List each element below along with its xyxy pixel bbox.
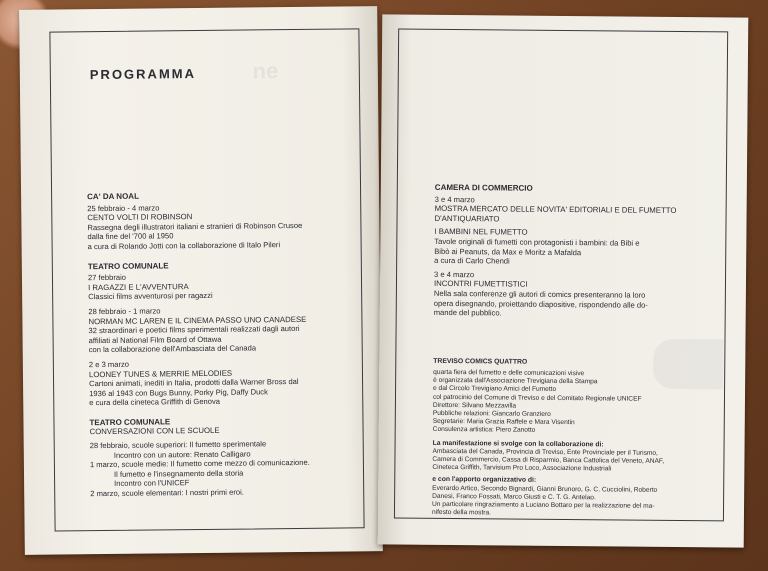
event-title: CENTO VOLTI DI ROBINSON [87,212,193,223]
event-desc: Classici films avventurosi per ragazzi [88,291,213,302]
school-line: 2 marzo, scuole elementari: I nostri primi eroi. [90,487,244,499]
event-date: 2 e 3 marzo [88,359,130,370]
event-desc: Tavole originali di fumetti con protagonisti i bambini: da Bibi e [434,236,640,248]
school-line: 28 febbraio, scuole superiori: Il fumetto sperimentale [89,439,267,451]
school-line: Incontro con un autore: Renato Calligaro [113,449,251,460]
event-date: 25 febbraio - 4 marzo [87,203,160,213]
right-program-content [432,183,721,520]
event-date: 27 febbraio [87,272,127,283]
event-date: 28 febbraio - 1 marzo [88,306,161,317]
support-line: Everardo Artico, Secondo Bignardi, Gianni Brunoro, G. C. Cucciolini, Roberto [432,484,658,494]
credits-line: e dal Circolo Trevigiano Amici del Fumetto [433,385,557,394]
event-desc: 32 straordinari e poetici films sperimentali realizzati dagli autori [88,324,300,336]
venue-heading: CAMERA DI COMMERCIO [434,182,533,193]
event-desc: Cartoni animati, inediti in Italia, prodotti dalla Warner Bross dal [89,377,299,389]
collab-line: Cineteca Griffith, Tarvisium Pro Loco, Associazione Industriali [432,464,612,473]
credits-line: è organizzata dall'Associazione Trevigiana della Stampa [433,376,598,386]
credits-line: Consulenza artistica: Piero Zanotto [432,426,536,435]
credits-line: Direttore: Silvano Mezzavilla [432,401,517,410]
support-line: Un particolare ringraziamento a Luciano Bottaro per la realizzazione del ma- [432,500,655,510]
event-title: D'ANTIQUARIATO [434,213,500,224]
event-desc: dalla fine del '700 al 1950 [87,231,174,242]
support-line: Danesi, Franco Fossati, Marco Giusti e C. T. G. Antelao. [432,492,596,502]
school-line: Incontro con l'UNICEF [114,478,190,489]
left-program-content [87,189,360,498]
credits-line: Segretarie: Maria Grazia Raffele e Mara Visentin [432,418,575,427]
collab-title: La manifestazione si svolge con la collaborazione di: [432,439,604,448]
left-page [19,6,383,555]
collab-line: Camera di Commercio, Cassa di Risparmio, Banca Cattolica del Veneto, ANAF, [432,455,665,465]
event-desc: Rassegna degli illustratori italiani e stranieri di Robinson Crusoe [87,220,303,232]
event-title: CONVERSAZIONI CON LE SCUOLE [89,426,220,437]
credits-line: quarta fiera del fumetto e delle comunicazioni visive [433,368,585,378]
venue-heading: TEATRO COMUNALE [89,417,171,428]
event-desc: opera disegnando, proiettando diapositive, rispondendo alle do- [433,298,648,310]
venue-heading: CA' DA NOAL [87,191,139,202]
event-title: I RAGAZZI E L'AVVENTURA [88,281,189,292]
credits-block [432,358,719,520]
event-title: MOSTRA MERCATO DELLE NOVITA' EDITORIALI E DEL FUMETTO [434,204,677,216]
event-desc: a cura di Carlo Chendi [434,256,510,266]
event-desc: a cura di Rolando Jotti con la collaborazione di Italo Pileri [87,240,281,252]
event-desc: affiliati al National Film Board of Ottawa [88,334,222,345]
event-desc: Nella sala conferenze gli autori di comics presenteranno la loro [433,288,646,300]
page-title: PROGRAMMA [89,66,197,83]
right-page [378,14,749,547]
event-desc: e cura della cineteca Griffith di Genova [89,397,221,408]
event-title: NORMAN MC LAREN E IL CINEMA PASSO UNO CANADESE [88,314,307,326]
event-title: I BAMBINI NEL FUMETTO [434,227,528,238]
show-through-text: ne [209,58,279,84]
school-line: Il fumetto e l'insegnamento della storia [113,468,244,479]
credits-line: col patrocinio del Comune di Treviso e del Comitato Regionale UNICEF [432,393,642,403]
school-line: 1 marzo, scuole medie: Il fumetto come mezzo di comunicazione. [89,458,310,470]
event-desc: 1936 al 1943 con Bugs Bunny, Porky Pig, Daffy Duck [89,386,268,398]
event-date: 3 e 4 marzo [434,269,475,279]
collab-line: Ambasciata del Canada, Provincia di Treviso, Ente Provinciale per il Turismo, [432,447,658,457]
event-title: LOONEY TUNES & MERRIE MELODIES [88,368,233,379]
credits-line: Pubbliche relazioni: Giancarlo Granziero [432,409,551,418]
venue-heading: TEATRO COMUNALE [87,260,169,271]
event-desc: con la collaborazione dell'Ambasciata del Canada [88,343,257,355]
event-desc: Bibò ai Peanuts, da Max e Moritz a Mafalda [434,246,582,257]
support-line: nifesto della mostra. [431,509,492,517]
event-title: INCONTRI FUMETTISTICI [433,279,528,290]
support-title: e con l'apporto organizzativo di: [432,476,537,485]
event-date: 3 e 4 marzo [434,194,475,204]
event-desc: mande del pubblico. [433,307,502,318]
credits-title: TREVISO COMICS QUATTRO [433,357,528,366]
